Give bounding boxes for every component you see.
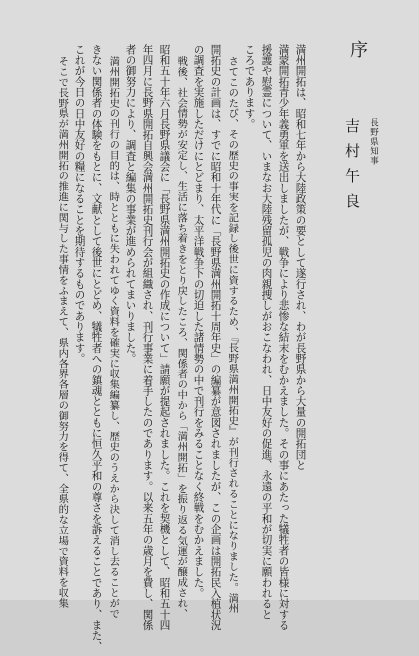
body-line: [261, 44, 272, 644]
line-text: の調査を実施しただけにとどまり、太平洋戦争下の切迫した諸情勢の中で刊行をみることなく終戦をむかえました。: [192, 44, 205, 599]
body-line: [210, 44, 221, 644]
line-text: 援護や慰霊について、いまなお大陸残留孤児の肉親捜しがおこなわれ、日中友好の促進、永遠の平和が切実に願われると: [260, 44, 273, 620]
author-title-text: 長野県知事: [368, 118, 379, 166]
line-text: 満州開拓は、昭和七年から大陸政策の要として遂行され、わが長野県から大量の開拓団と: [294, 44, 307, 471]
body-line: [142, 44, 153, 644]
line-text: 満蒙開拓青少年義勇軍を送出しましたが、戦争により悲惨な結末をむかえました。その事にあたった犠牲者の皆様に対する: [277, 44, 290, 631]
author-title: [369, 118, 378, 166]
author-name: [344, 118, 359, 218]
body-line: [90, 44, 103, 652]
line-text: 昭和五十年六月長野県議会に「長野県満州開拓史の作成について」請願が提起されました。これを契機として、昭和五十四: [158, 44, 171, 631]
line-text: そこで長野県が満州開拓の推進に関与した事情をふまえて、県内各界各層の御努力を得て、全県的な立場で資料を収集: [56, 56, 69, 609]
line-text: きない関係者の体験をもとに、文献として後世にとどめ、犠牲者への鎮魂とともに恒久平和の尊さを訴えることであり、また、: [90, 44, 103, 652]
body-line: [108, 56, 118, 656]
line-text: ころであります。: [243, 44, 256, 130]
line-text: 戦後、社会情勢が安定し、生活に落ち着きをとり戻したころ、関係者の中から「満州開拓」を振り返る気運が醸成され、: [175, 56, 188, 619]
author-name-text: 吉村午良: [343, 118, 361, 218]
line-text: さてこのたび、その歴史の事実を記録し後世に資するため、『長野県満州開拓史』が刊行されることになりました。満州: [226, 56, 239, 614]
body-line: [176, 56, 186, 656]
preface-heading: [348, 40, 378, 90]
line-text: 開拓史の計画は、すでに昭和十年代に「長野県満州開拓十周年史」の編纂が意図されましたが、この企画は開拓民入植状況: [209, 44, 222, 631]
body-line: [295, 44, 306, 644]
line-text: 満州開拓史の刊行の目的は、時とともに失われてゆく資料を確実に収集編纂し、歴史のうえから決して消し去ることがで: [107, 56, 120, 619]
line-text: 年四月に長野県開拓自興会満州開拓史刊行会が組織され、刊行事業に着手したのであります。以来五年の歳月を費し、関係: [141, 44, 154, 631]
body-line: [244, 44, 255, 644]
body-line: [74, 44, 85, 644]
body-line: [159, 44, 170, 644]
line-text: 者の御努力により、調査と編集の事業が進められてまいりました。: [124, 44, 137, 364]
body-line: [278, 44, 289, 644]
line-text: これが今日の日中友好の糧になることを期待するものであります。: [73, 44, 86, 364]
body-line: [125, 44, 136, 644]
body-line: [193, 44, 204, 644]
heading-text: 序: [347, 40, 368, 66]
body-line: [57, 56, 67, 656]
body-line: [227, 56, 237, 656]
